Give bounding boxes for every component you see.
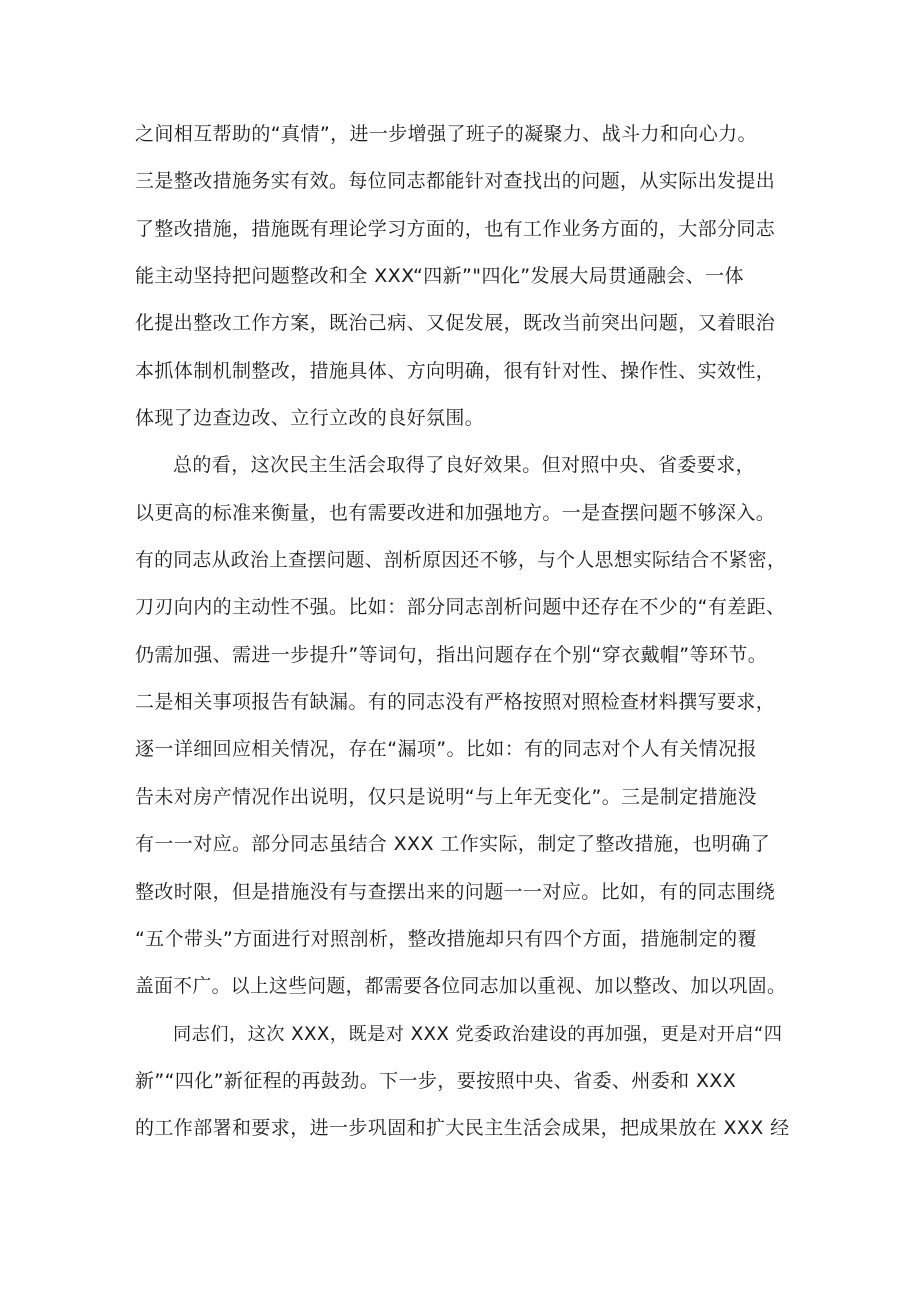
text-line: 二是相关事项报告有缺漏。有的同志没有严格按照对照检查材料撰写要求， [135, 691, 776, 714]
text-line: 能主动坚持把问题整改和全 XXX“四新”"四化”发展大局贯通融会、一体 [135, 265, 744, 288]
text-line: 有的同志从政治上查摆问题、剖析原因还不够，与个人思想实际结合不紧密， [135, 550, 787, 572]
text-line: 逐一详细回应相关情况，存在“漏项”。比如：有的同志对个人有关情况报 [135, 738, 757, 761]
text-line: 了整改措施，措施既有理论学习方面的，也有工作业务方面的，大部分同志 [135, 217, 776, 240]
text-line: 有一一对应。部分同志虽结合 XXX 工作实际，制定了整改措施，也明确了 [135, 833, 771, 856]
text-line: 同志们，这次 XXX，既是对 XXX 党委政治建设的再加强，更是对开启“四 [173, 1023, 783, 1045]
text-line: 化提出整改工作方案，既治己病、又促发展，既改当前突出问题，又着眼治 [135, 312, 776, 335]
text-line: 仍需加强、需进一步提升”等词句，指出问题存在个别“穿衣戴帽”等环节。 [135, 643, 768, 666]
text-line: 总的看，这次民主生活会取得了良好效果。但对照中央、省委要求， [173, 454, 756, 477]
document-body [135, 111, 790, 1153]
text-line: 盖面不广。以上这些问题，都需要各位同志加以重视、加以整改、加以巩固。 [135, 976, 787, 998]
text-line: 三是整改措施务实有效。每位同志都能针对查找出的问题，从实际出发提出 [135, 170, 776, 193]
text-line: 刀刃向内的主动性不强。比如：部分同志剖析问题中还存在不少的“有差距、 [135, 596, 786, 619]
text-line: 体现了边查边改、立行立改的良好氛围。 [135, 407, 485, 430]
text-line: 告未对房产情况作出说明，仅只是说明“与上年无变化”。三是制定措施没 [135, 785, 757, 808]
text-line: 新”“四化”新征程的再鼓劲。下一步，要按照中央、省委、州委和 XXX [135, 1069, 737, 1092]
text-line: 以更高的标准来衡量，也有需要改进和加强地方。一是查摆问题不够深入。 [135, 501, 776, 524]
text-line: 之间相互帮助的“真情”，进一步增强了班子的凝聚力、战斗力和向心力。 [135, 123, 757, 145]
text-line: “五个带头”方面进行对照剖析，整改措施却只有四个方面，措施制定的覆 [135, 927, 757, 950]
text-line: 本抓体制机制整改，措施具体、方向明确，很有针对性、操作性、实效性， [135, 359, 776, 382]
text-line: 整改时限，但是措施没有与查摆出来的问题一一对应。比如，有的同志围绕 [135, 880, 776, 903]
text-line: 的工作部署和要求，进一步巩固和扩大民主生活会成果，把成果放在 XXX 经 [135, 1117, 790, 1140]
